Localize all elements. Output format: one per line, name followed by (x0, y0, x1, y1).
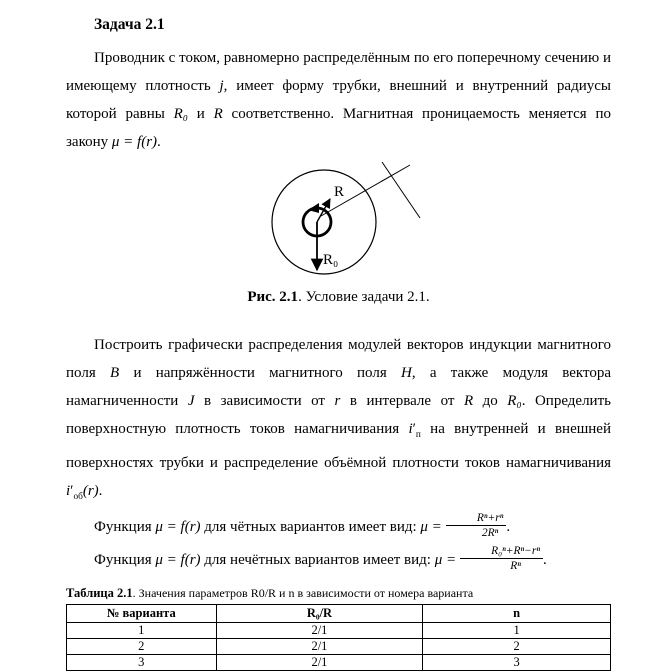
figure-wrapper (66, 160, 611, 285)
text-run: . (543, 552, 547, 568)
figure-caption-text: . Условие задачи 2.1. (298, 289, 430, 305)
formula-lhs: μ = (420, 519, 442, 535)
table-row (67, 639, 611, 655)
text-run: для нечётных вариантов имеет вид: (200, 552, 435, 568)
prime-mark: ′ (412, 421, 416, 437)
var-r: r (334, 393, 341, 409)
text-run: . Определить поверхностную плотность токов намагничивания (66, 393, 611, 437)
text-run: на внутренней и внешней поверхностях трубки и распределение объёмной плотности токов намагничивания (66, 421, 611, 471)
var-i-volume-sub: об (73, 492, 83, 502)
text-run: в интервале от (340, 393, 464, 409)
variants-table (66, 604, 611, 671)
figure-caption (66, 285, 611, 309)
var-j: j (219, 78, 224, 94)
text-run: в зависимости от (194, 393, 335, 409)
text-run: , имеет форму трубки, внешний и внутренний радиусы которой равны (66, 78, 611, 122)
col-header-r0r: R₀/R (216, 605, 423, 623)
var-i-volume: i (66, 483, 71, 499)
text-run: и (188, 106, 214, 122)
var-H: H (401, 365, 412, 381)
figure-diagram (224, 160, 454, 280)
table-row (67, 655, 611, 671)
figure-caption-number: Рис. 2.1 (247, 289, 299, 305)
table-cell: 1 (423, 623, 611, 639)
text-run: . (506, 519, 511, 535)
problem-title: Задача 2.1 (94, 16, 165, 33)
table-cell: 3 (67, 655, 217, 671)
text-run: Построить графически распределения модулей векторов индукции магнитного поля (66, 337, 611, 381)
text-run: до (473, 393, 508, 409)
fraction (446, 511, 507, 541)
formula-even-variants (66, 511, 611, 544)
text-run: Проводник с током, равномерно распределённым по его поперечному сечению и имеющему плотность (66, 50, 611, 94)
var-R0: R₀ (173, 106, 189, 122)
fraction-numerator: R₀ⁿ+Rⁿ−rⁿ (460, 544, 543, 559)
text-run: . (157, 134, 161, 150)
var-R: R (463, 393, 474, 409)
label-R: R (333, 184, 344, 200)
table-caption-number: Таблица 2.1 (66, 586, 133, 600)
text-run: Функция (94, 519, 156, 535)
table-cell: 2/1 (216, 639, 423, 655)
text-run: , а также модуля вектора намагниченности (66, 365, 612, 409)
text-run: соответственно. Магнитная проницаемость меняется по закону (66, 106, 611, 150)
formula-lhs: μ = (434, 552, 457, 568)
paragraph-intro (66, 44, 611, 156)
fraction-denominator: 2Rⁿ (481, 527, 499, 540)
table-cell: 2/1 (216, 655, 423, 671)
col-header-n: n (423, 605, 611, 623)
var-i-surface-sub: п (415, 430, 421, 440)
table-cell: 2 (67, 639, 217, 655)
text-run: . (98, 483, 103, 499)
label-R0: R₀ (322, 252, 338, 268)
var-mu-fr: μ = f(r) (155, 552, 201, 568)
text-run: и напряжённости магнитного поля (119, 365, 401, 381)
fraction (460, 544, 543, 574)
var-mu-fr: μ = f(r) (111, 134, 158, 150)
formula-odd-variants (66, 544, 611, 577)
table-row (67, 623, 611, 639)
var-i-volume-arg: (r) (82, 483, 99, 499)
col-header-variant: № варианта (67, 605, 217, 623)
paragraph-task (66, 331, 611, 511)
var-R: R (213, 106, 223, 122)
var-B: B (110, 365, 120, 381)
text-run: Функция (94, 552, 156, 568)
table-cell: 2 (423, 639, 611, 655)
text-run: для чётных вариантов имеет вид: (200, 519, 421, 535)
table-cell: 1 (67, 623, 217, 639)
var-mu-fr: μ = f(r) (155, 519, 201, 535)
table-cell: 2/1 (216, 623, 423, 639)
fraction-numerator: Rⁿ+rⁿ (446, 511, 507, 526)
table-cell: 3 (423, 655, 611, 671)
fraction-denominator: Rⁿ (510, 560, 521, 573)
var-R0: R₀ (507, 393, 522, 409)
table-caption (66, 585, 611, 601)
prime-mark: ′ (70, 483, 74, 499)
table-caption-text: . Значения параметров R0/R и n в зависимости от номера варианта (132, 586, 474, 600)
var-i-surface: i (408, 421, 413, 437)
var-J: J (187, 393, 195, 409)
